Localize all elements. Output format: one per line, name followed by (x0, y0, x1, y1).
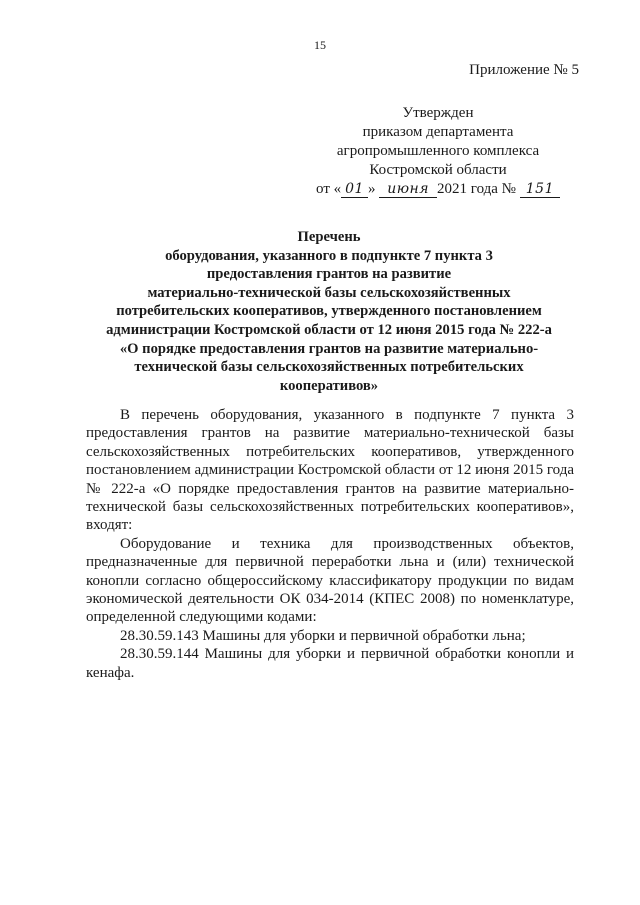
document-title (84, 228, 574, 395)
title-line: «О порядке предоставления грантов на развитие материально- (119, 340, 539, 357)
approval-line-1: Утвержден (402, 105, 474, 121)
title-line: предоставления грантов на развитие (206, 266, 452, 283)
approval-stamp (300, 104, 576, 199)
title-line: материально-технической базы сельскохозяйственных (147, 284, 511, 301)
handwritten-day: 01 (341, 182, 368, 198)
date-mid: » (367, 181, 376, 197)
approval-line-3: агропромышленного комплекса (336, 143, 540, 159)
title-line: Перечень (297, 229, 361, 245)
body-paragraph-equipment: Оборудование и техника для производственных объектов, предназначенные для первичной переработки льна и (или) технической конопли согласно общероссийскому классификатору продукции по видам экономической деятельности ОК 034-2014 (КПЕС 2008) по номенклатуре, определенной следующими кодами: (86, 535, 574, 626)
title-line: кооперативов» (279, 377, 379, 394)
title-line: технической базы сельскохозяйственных потребительских (134, 359, 524, 376)
appendix-label: Приложение № 5 (469, 62, 579, 78)
approval-line-2: приказом департамента (362, 124, 514, 140)
title-line: оборудования, указанного в подпункте 7 пункта 3 (165, 247, 493, 264)
handwritten-order-number: 151 (520, 182, 560, 198)
page-number: 15 (314, 38, 326, 52)
body-code-item: 28.30.59.144 Машины для уборки и первичной обработки конопли и кенафа. (86, 646, 574, 681)
date-year-text: 2021 года № (437, 181, 516, 197)
title-line: администрации Костромской области от 12 июня 2015 года № 222-а (106, 321, 552, 338)
approval-date-line (300, 180, 576, 199)
title-line: потребительских кооперативов, утвержденного постановлением (116, 303, 542, 320)
document-body (86, 406, 574, 682)
body-paragraph-intro: В перечень оборудования, указанного в подпункте 7 пункта 3 предоставления грантов на развитие материально-технической базы сельскохозяйственных потребительских кооперативов, утвержденного постановлением администрации Костромской области от 12 июня 2015 года № 222-а «О порядке предоставления грантов на развитие материально-технической базы сельскохозяйственных потребительских кооперативов», входят: (86, 407, 574, 534)
body-code-item: 28.30.59.143 Машины для уборки и первичной обработки льна; (120, 627, 526, 644)
approval-line-4: Костромской области (369, 162, 507, 178)
handwritten-month: июня (379, 182, 437, 198)
date-prefix: от « (316, 181, 342, 197)
